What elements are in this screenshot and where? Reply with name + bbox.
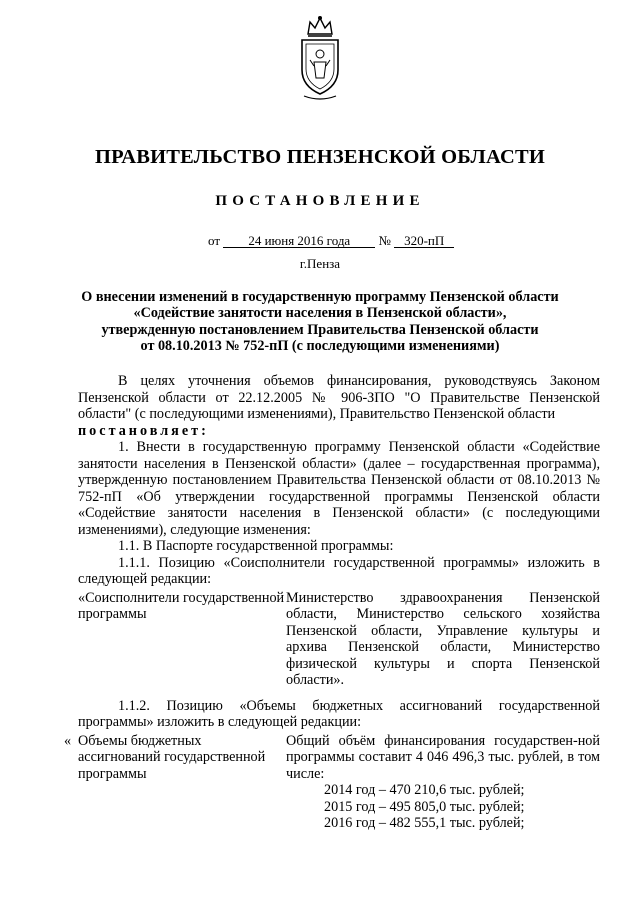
budget-label: Объемы бюджетных ассигнований государственной программы — [78, 732, 266, 782]
number-sign: № — [378, 233, 391, 248]
document-body — [64, 373, 600, 832]
budget-year-row: 2015 год – 495 805,0 тыс. рублей; — [324, 798, 525, 815]
city: г.Пенза — [299, 256, 341, 271]
paragraph-1-1-1: 1.1.1. Позицию «Соисполнители государственной программы» изложить в следующей редакции: — [78, 554, 600, 587]
date-prefix: от — [208, 233, 221, 248]
paragraph-1: 1. Внести в государственную программу Пензенской области «Содействие занятости населения в Пензенской области» (далее – государственная программа), утвержденную постановлением Правительства Пензенской области от 08.10.2013 № 752-пП «Об утверждении государственной программы Пензенской области «Содействие занятости населения в Пензенской области» (с последующими изменениями), следующие изменения: — [78, 439, 600, 538]
decree-word: постановляет: — [78, 422, 209, 439]
budget-value — [286, 733, 600, 832]
document-date: 24 июня 2016 года — [223, 234, 375, 248]
paragraph-1-1-2: 1.1.2. Позицию «Объемы бюджетных ассигнований государственной программы» изложить в следующей редакции: — [78, 697, 600, 730]
co-executors-label: «Соисполнители государственной программы — [78, 589, 285, 622]
heading-line: утвержденную постановлением Правительства Пензенской области — [101, 321, 539, 338]
government-title: ПРАВИТЕЛЬСТВО ПЕНЗЕНСКОЙ ОБЛАСТИ — [95, 146, 545, 168]
opening-quote: « — [64, 732, 72, 749]
heading-line: О внесении изменений в государственную программу Пензенской области — [81, 289, 559, 305]
budget-year-row: 2014 год – 470 210,6 тыс. рублей; — [324, 782, 525, 798]
coat-of-arms-icon — [294, 14, 346, 102]
heading-line: от 08.10.2013 № 752-пП (с последующими изменениями) — [140, 337, 500, 354]
date-number-line — [208, 233, 454, 249]
heading-line: «Содействие занятости населения в Пензенской области», — [133, 305, 507, 322]
document-heading — [60, 289, 580, 354]
co-executors-value: Министерство здравоохранения Пензенской области, Министерство сельского хозяйства Пензенской области, Управление культуры и архива Пензенской области, Министерство физической культуры и спорта Пензенской области». — [286, 589, 600, 688]
budget-table — [64, 732, 600, 832]
co-executors-table — [78, 590, 600, 689]
paragraph-1-1: 1.1. В Паспорте государственной программы: — [118, 538, 394, 554]
budget-year-row: 2016 год – 482 555,1 тыс. рублей; — [324, 815, 525, 831]
document-number: 320-пП — [394, 234, 454, 248]
budget-total: Общий объём финансирования государствен-ной программы составит 4 046 496,3 тыс. рублей, в том числе: — [286, 732, 600, 782]
document-type: ПОСТАНОВЛЕНИЕ — [215, 193, 425, 209]
intro-paragraph: В целях уточнения объемов финансирования, руководствуясь Законом Пензенской области от 22.12.2005 № 906-ЗПО "О Правительстве Пензенской области" (с последующими изменениями), Правительство Пензенской области — [78, 373, 600, 422]
